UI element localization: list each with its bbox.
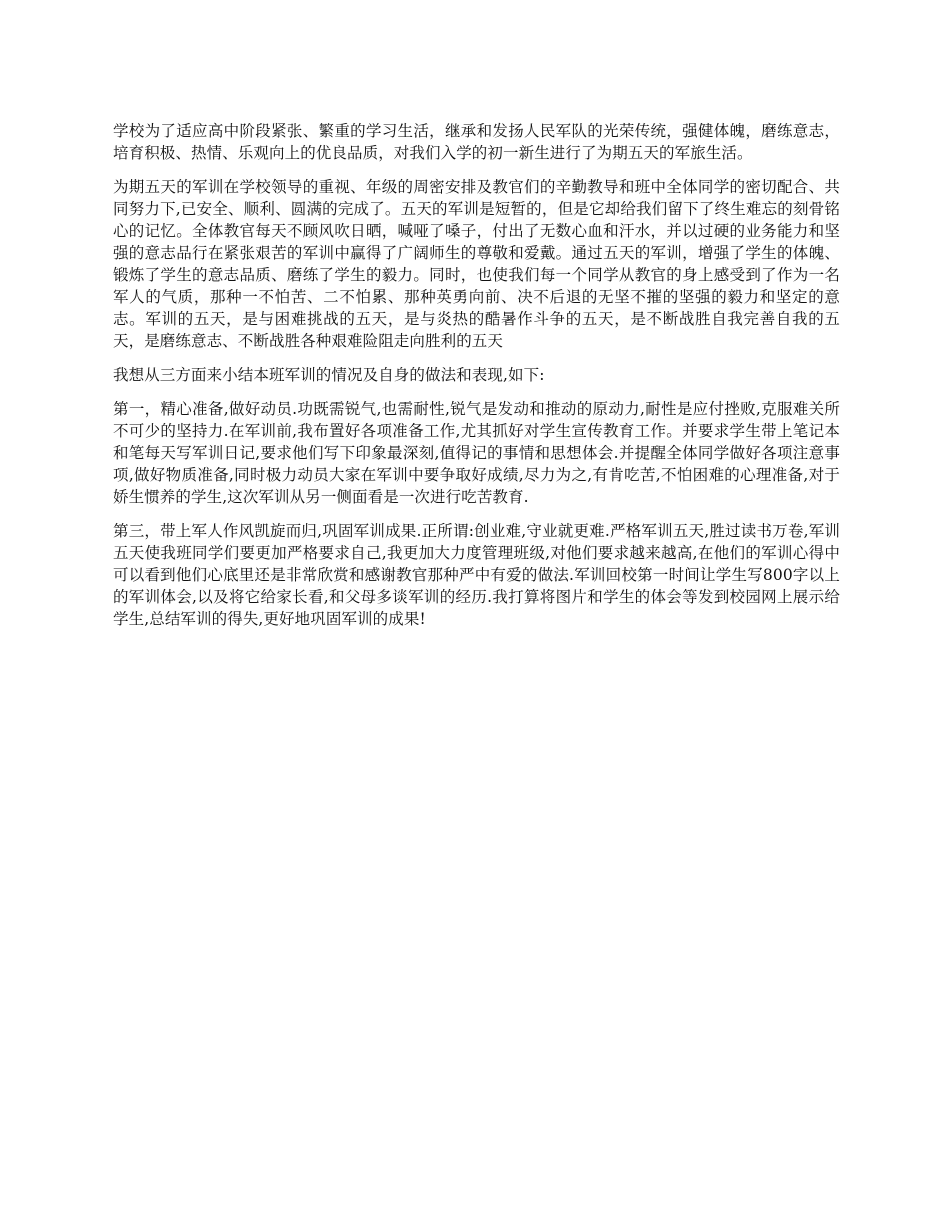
paragraph-first-point: 第一，精心准备,做好动员.功既需锐气,也需耐性,锐气是发动和推动的原动力,耐性是应付挫败,克服难关所不可少的坚持力.在军训前,我布置好各项准备工作,尤其抓好对学生宣传教育工作。并要求学生带上笔记本和笔每天写军训日记,要求他们写下印象最深刻,值得记的事情和思想体会.并提醒全体同学做好各项注意事项,做好物质准备,同时极力动员大家在军训中要争取好成绩,尽力为之,有肯吃苦,不怕困难的心理准备,对于娇生惯养的学生,这次军训从另一侧面看是一次进行吃苦教育. [113,400,840,506]
paragraph-intro: 学校为了适应高中阶段紧张、繁重的学习生活，继承和发扬人民军队的光荣传统，强健体魄，磨练意志，培育积极、热情、乐观向上的优良品质，对我们入学的初一新生进行了为期五天的军旅生活。 [113,122,840,162]
paragraph-outline: 我想从三方面来小结本班军训的情况及自身的做法和表现,如下: [113,366,545,384]
document-body [113,120,840,642]
paragraph-training-summary: 为期五天的军训在学校领导的重视、年级的周密安排及教官们的辛勤教导和班中全体同学的密切配合、共同努力下,已安全、顺利、圆满的完成了。五天的军训是短暂的，但是它却给我们留下了终生难忘的刻骨铭心的记忆。全体教官每天不顾风吹日晒，喊哑了嗓子，付出了无数心血和汗水，并以过硬的业务能力和坚强的意志品行在紧张艰苦的军训中赢得了广阔师生的尊敬和爱戴。通过五天的军训，增强了学生的体魄、锻炼了学生的意志品质、磨练了学生的毅力。同时，也使我们每一个同学从教官的身上感受到了作为一名军人的气质，那种一不怕苦、二不怕累、那种英勇向前、决不后退的无坚不摧的坚强的毅力和坚定的意志。军训的五天，是与困难挑战的五天，是与炎热的酷暑作斗争的五天，是不断战胜自我完善自我的五天，是磨练意志、不断战胜各种艰难险阻走向胜利的五天 [113,178,840,350]
paragraph-third-point: 第三，带上军人作风凯旋而归,巩固军训成果.正所谓:创业难,守业就更难.严格军训五天,胜过读书万卷,军训五天使我班同学们要更加严格要求自己,我更加大力度管理班级,对他们要求越来越高,在他们的军训心得中可以看到他们心底里还是非常欣赏和感谢教官那种严中有爱的做法.军训回校第一时间让学生写800字以上的军训体会,以及将它给家长看,和父母多谈军训的经历.我打算将图片和学生的体会等发到校园网上展示给学生,总结军训的得失,更好地巩固军训的成果! [113,522,840,628]
